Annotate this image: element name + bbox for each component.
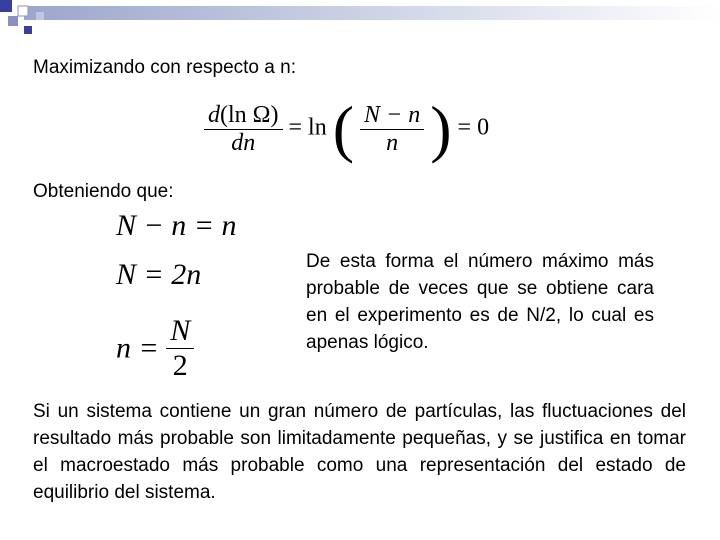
equation-n-half (116, 314, 194, 383)
eq4-num: N (170, 314, 191, 347)
eq1-ln-omega: (ln Ω) (220, 101, 279, 128)
eq4-lhs: n = (116, 331, 159, 365)
conclusion-text: Si un sistema contiene un gran número de partículas, las fluctuaciones del resultado más probable son limitadamente pequeñas, y se justifica en tomar el macroestado más probable como una representación del estado de equilibrio del sistema. (33, 401, 686, 503)
equation-n-equals-2n: N = 2n (116, 258, 202, 291)
eq1-equals: = (288, 114, 303, 141)
equation-n-minus-n: N − n = n (116, 209, 237, 242)
equation-derivative: $\frac{\text{d(ln Ω)}}{dn}$ = ln ( $\frac{N - n}{n}$ ) = 0 (204, 92, 489, 166)
eq4-den: 2 (166, 348, 194, 383)
intro-text: Maximizando con respecto a n: (33, 57, 296, 78)
eq1-ln: ln (308, 114, 327, 141)
eq1-d: d (208, 101, 220, 128)
obteniendo-text: Obteniendo que: (33, 181, 174, 202)
eq1-inner-num: N − n (364, 101, 421, 128)
title-bar-decoration (0, 0, 720, 44)
eq1-rhs: = 0 (457, 114, 490, 141)
eq1-inner-den: n (386, 129, 399, 156)
side-note: De esta forma el número máximo más probable de veces que se obtiene cara en el experimento es de N/2, lo cual es apenas lógico. (306, 251, 654, 353)
eq1-dn: dn (231, 129, 256, 156)
